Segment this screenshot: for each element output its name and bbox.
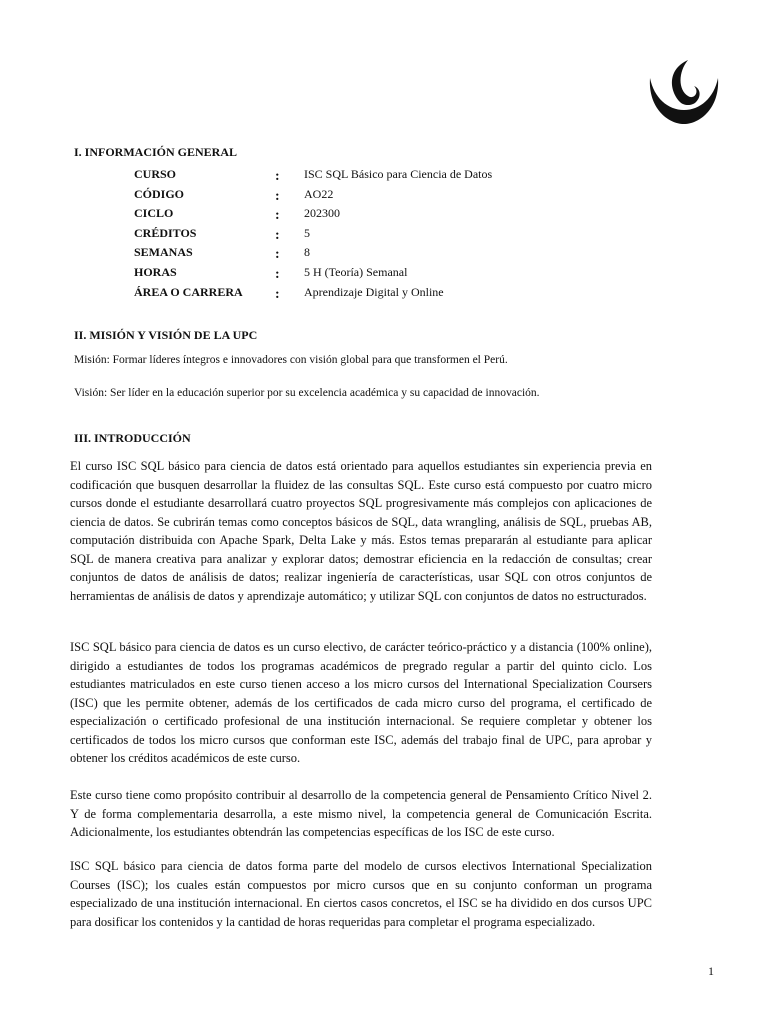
- info-row-area: [0, 285, 768, 303]
- info-row-curso: [0, 167, 768, 185]
- info-key: HORAS: [134, 265, 177, 279]
- intro-paragraph-4: ISC SQL básico para ciencia de datos forma parte del modelo de cursos electivos International Specialization Courses (ISC); los cuales están compuestos por micro cursos que en su conjunto conforman un programa especializado de una institución internacional. En ciertos casos concretos, el ISC se ha dividido en dos cursos UPC para dosificar los contenidos y la cantidad de horas requeridas para completar el programa especializado.: [70, 859, 652, 929]
- info-colon: :: [275, 169, 280, 184]
- info-colon: :: [275, 287, 280, 302]
- info-colon: :: [275, 228, 280, 243]
- info-key: CURSO: [134, 167, 177, 181]
- info-row-horas: [0, 265, 768, 283]
- info-value: 5 H (Teoría) Semanal: [304, 265, 408, 279]
- info-key: SEMANAS: [134, 245, 193, 259]
- info-row-semanas: [0, 245, 768, 263]
- info-row-codigo: [0, 187, 768, 205]
- section-3-heading: III. INTRODUCCIÓN: [74, 431, 191, 445]
- info-key: CICLO: [134, 206, 174, 220]
- intro-paragraph-3: Este curso tiene como propósito contribuir al desarrollo de la competencia general de Pensamiento Crítico Nivel 2. Y de forma complementaria desarrolla, a este mismo nivel, la competencia general de Comunicación Escrita. Adicionalmente, los estudiantes obtendrán las competencias específicas de los ISC de este curso.: [70, 788, 652, 839]
- info-colon: :: [275, 189, 280, 204]
- intro-paragraph-2: ISC SQL básico para ciencia de datos es un curso electivo, de carácter teórico-práctico y a distancia (100% online), dirigido a estudiantes de todos los programas académicos de pregrado regular a partir del quinto ciclo. Los estudiantes matriculados en este curso tienen acceso a los micro cursos del International Specialization Coursers (ISC) que les permite obtener, además de los certificados de cada micro curso del programa, el certificado de especialización o certificado profesional de una institución internacional. Se requiere completar y obtener los certificados de todos los micro cursos que conforman este ISC, además del trabajo final de UPC, para aprobar y obtener los créditos académicos de este curso.: [70, 640, 652, 765]
- info-value: 202300: [304, 206, 340, 220]
- section-2-heading: II. MISIÓN Y VISIÓN DE LA UPC: [74, 328, 258, 342]
- mision-text: Misión: Formar líderes íntegros e innovadores con visión global para que transformen el Perú.: [74, 354, 508, 366]
- info-key: ÁREA O CARRERA: [134, 285, 243, 299]
- info-key: CÓDIGO: [134, 187, 185, 201]
- vision-text: Visión: Ser líder en la educación superior por su excelencia académica y su capacidad de innovación.: [74, 387, 540, 399]
- info-row-creditos: [0, 226, 768, 244]
- info-colon: :: [275, 267, 280, 282]
- section-1-heading: I. INFORMACIÓN GENERAL: [74, 145, 238, 159]
- info-colon: :: [275, 247, 280, 262]
- page-number: 1: [708, 964, 714, 978]
- info-colon: :: [275, 208, 280, 223]
- info-value: 5: [304, 226, 310, 240]
- info-value: 8: [304, 245, 310, 259]
- info-value: AO22: [304, 187, 334, 201]
- info-key: CRÉDITOS: [134, 226, 197, 240]
- info-row-ciclo: [0, 206, 768, 224]
- intro-paragraph-1: El curso ISC SQL básico para ciencia de datos está orientado para aquellos estudiantes sin experiencia previa en codificación que busquen desarrollar la fluidez de las consultas SQL. Este curso está compuesto por cuatro micro cursos donde el estudiante desarrollará cuatro proyectos SQL progresivamente más complejos con aplicaciones de ciencia de datos. Se cubrirán temas como conceptos básicos de SQL, data wrangling, análisis de SQL, pruebas AB, computación distribuida con Apache Spark, Delta Lake y más. Estos temas prepararán al estudiante para aplicar SQL de manera creativa para analizar y explorar datos; demostrar eficiencia en la redacción de consultas; crear conjuntos de datos de análisis de datos; realizar ingeniería de características, usar SQL con otros conjuntos de herramientas de análisis de datos y aprendizaje automático; y utilizar SQL con conjuntos de datos no estructurados.: [70, 459, 652, 603]
- info-value: Aprendizaje Digital y Online: [304, 285, 444, 299]
- info-value: ISC SQL Básico para Ciencia de Datos: [304, 167, 493, 181]
- upc-logo-icon: [648, 58, 720, 124]
